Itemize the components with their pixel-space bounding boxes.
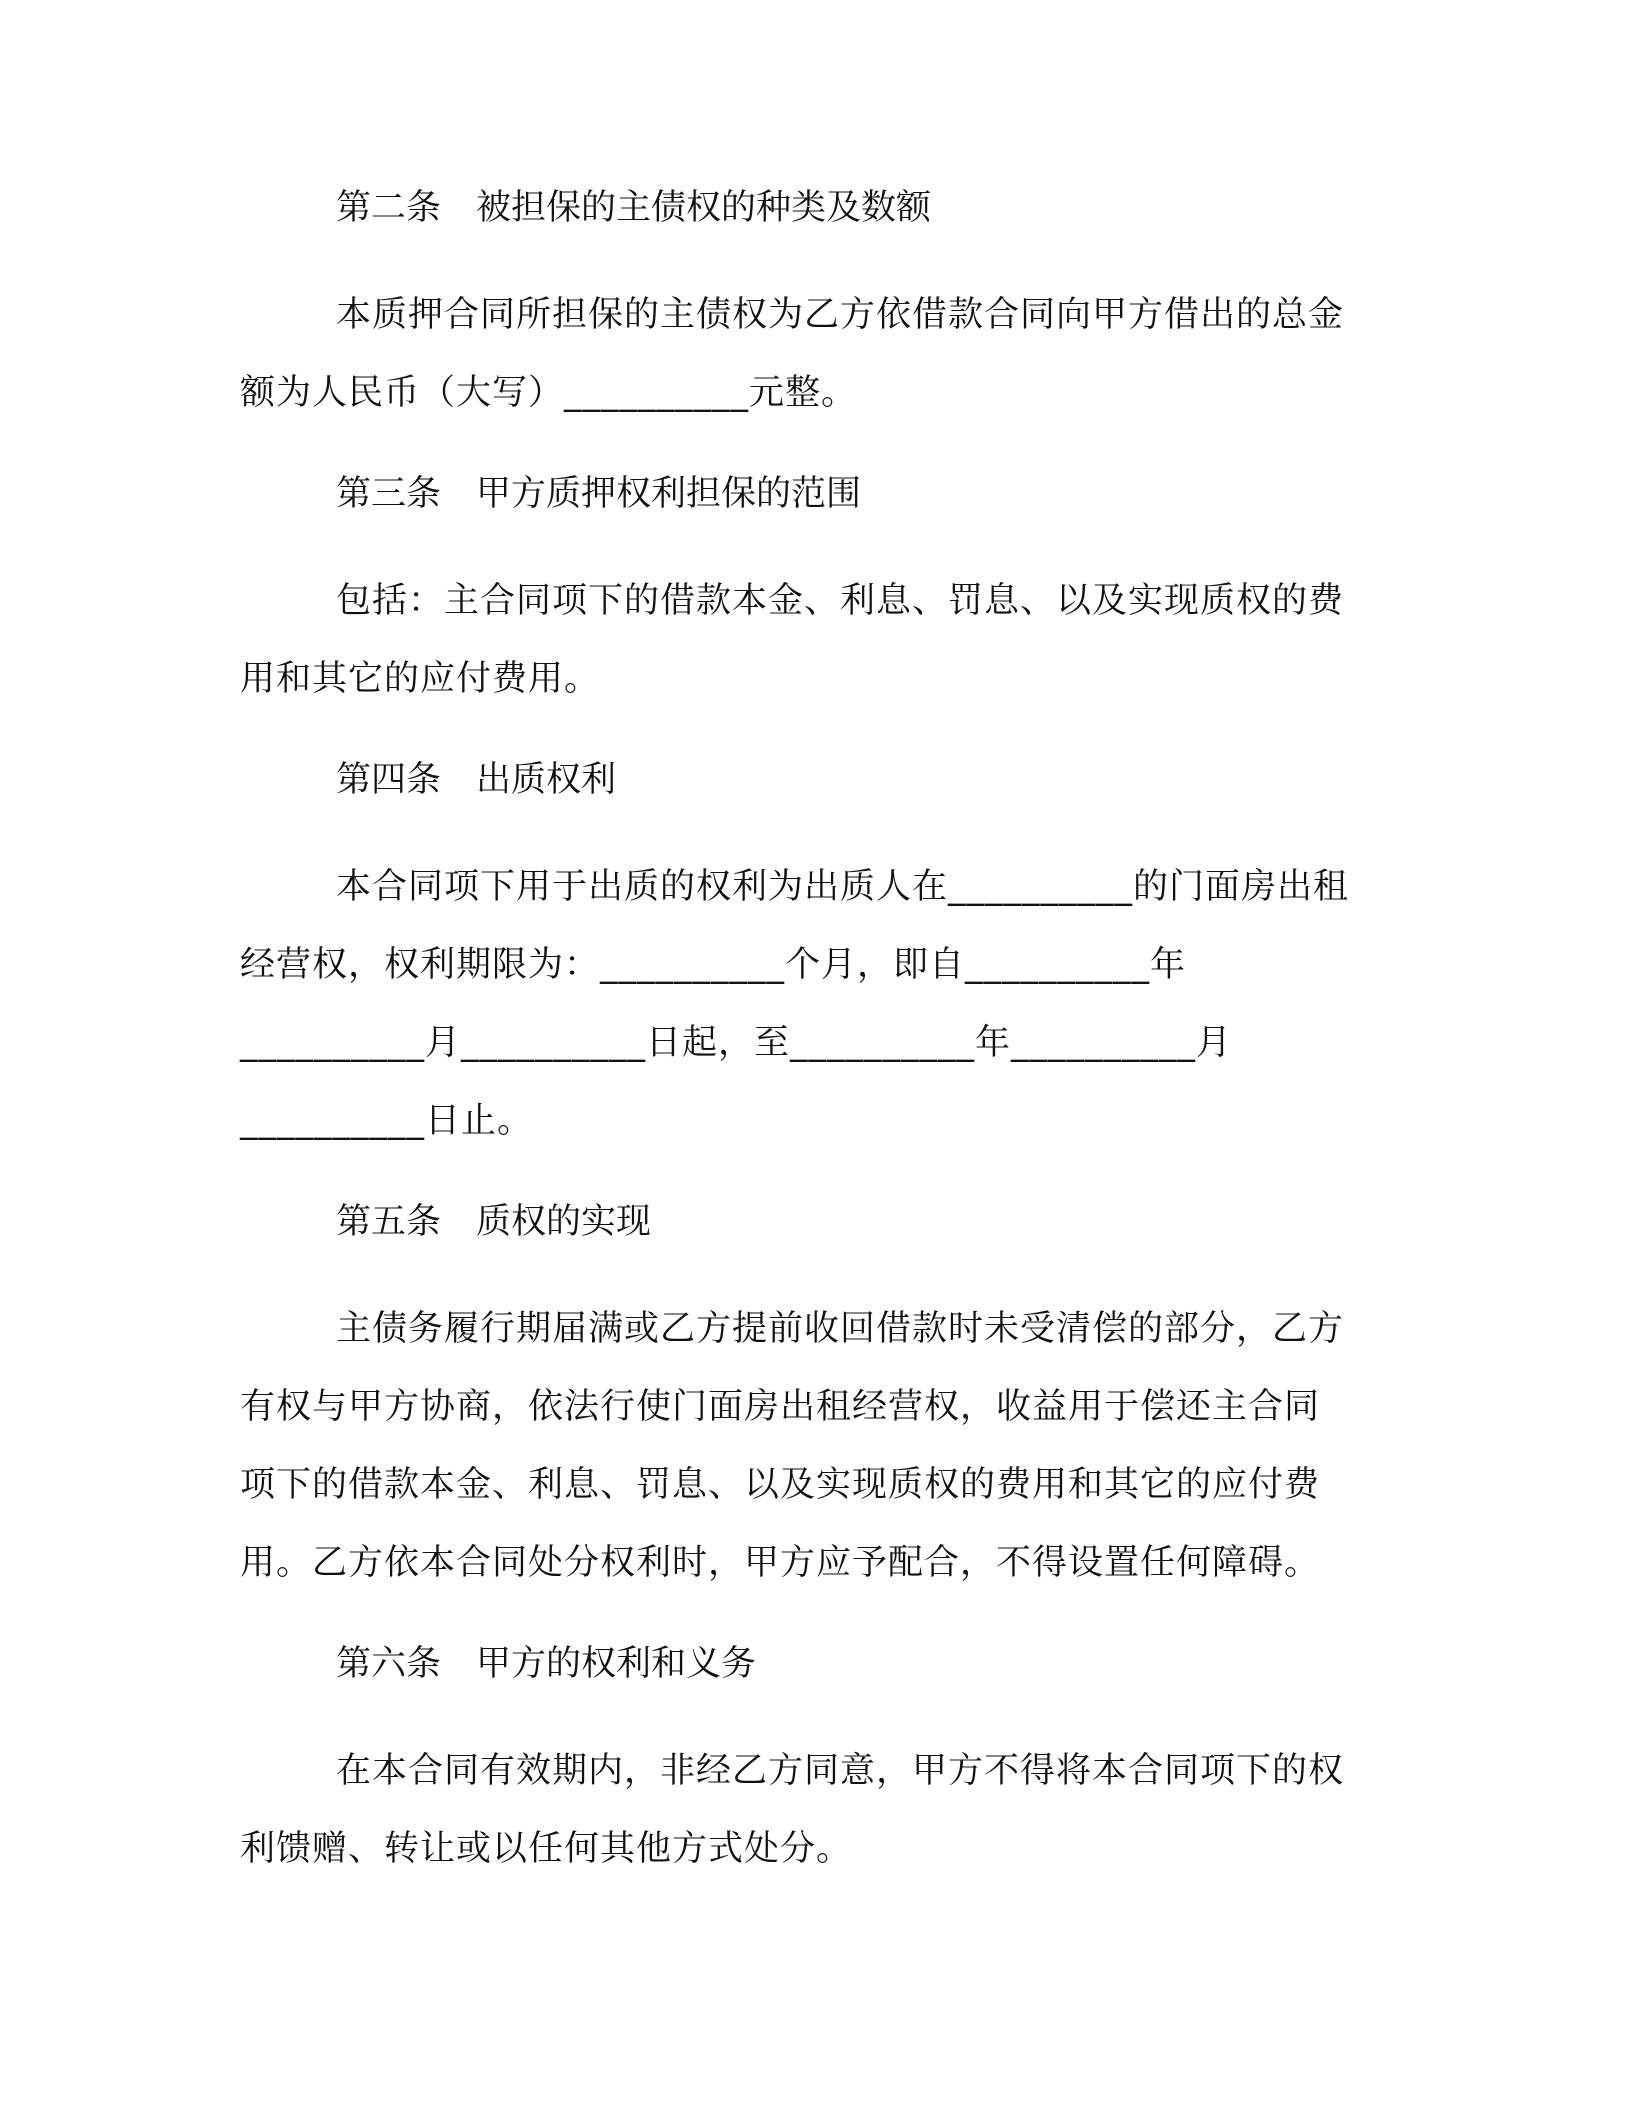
paragraph-line: __________日止。: [240, 1101, 534, 1141]
paragraph-line: 利馈赠、转让或以任何其他方式处分。: [240, 1829, 853, 1869]
paragraph-line: 在本合同有效期内，非经乙方同意，甲方不得将本合同项下的权: [336, 1751, 1345, 1791]
article-3: [240, 474, 1390, 718]
paragraph-line: __________月__________日起，至__________年__________月: [240, 1023, 1233, 1063]
article-2: [240, 188, 1390, 432]
paragraph-line: 有权与甲方协商，依法行使门面房出租经营权，收益用于偿还主合同: [240, 1387, 1321, 1427]
article-heading: 第二条 被担保的主债权的种类及数额: [336, 188, 932, 228]
document-body: [240, 188, 1390, 1888]
article-heading: 第六条 甲方的权利和义务: [336, 1644, 757, 1684]
paragraph-line: 本合同项下用于出质的权利为出质人在__________的门面房出租: [336, 867, 1350, 907]
article-heading: 第五条 质权的实现: [336, 1202, 652, 1242]
article-4: [240, 760, 1390, 1160]
article-6: [240, 1644, 1390, 1888]
paragraph-line: 额为人民币（大写）__________元整。: [240, 373, 858, 413]
paragraph-line: 经营权，权利期限为：__________个月，即自__________年: [240, 945, 1187, 985]
article-heading: 第三条 甲方质押权利担保的范围: [336, 474, 862, 514]
article-heading: 第四条 出质权利: [336, 760, 617, 800]
paragraph-line: 项下的借款本金、利息、罚息、以及实现质权的费用和其它的应付费: [240, 1465, 1321, 1505]
paragraph-line: 用。乙方依本合同处分权利时，甲方应予配合，不得设置任何障碍。: [240, 1543, 1321, 1583]
article-5: [240, 1202, 1390, 1602]
paragraph-line: 包括：主合同项下的借款本金、利息、罚息、以及实现质权的费: [336, 581, 1345, 621]
paragraph-line: 本质押合同所担保的主债权为乙方依借款合同向甲方借出的总金: [336, 295, 1345, 335]
paragraph-line: 主债务履行期届满或乙方提前收回借款时未受清偿的部分，乙方: [336, 1309, 1345, 1349]
paragraph-line: 用和其它的应付费用。: [240, 659, 601, 699]
